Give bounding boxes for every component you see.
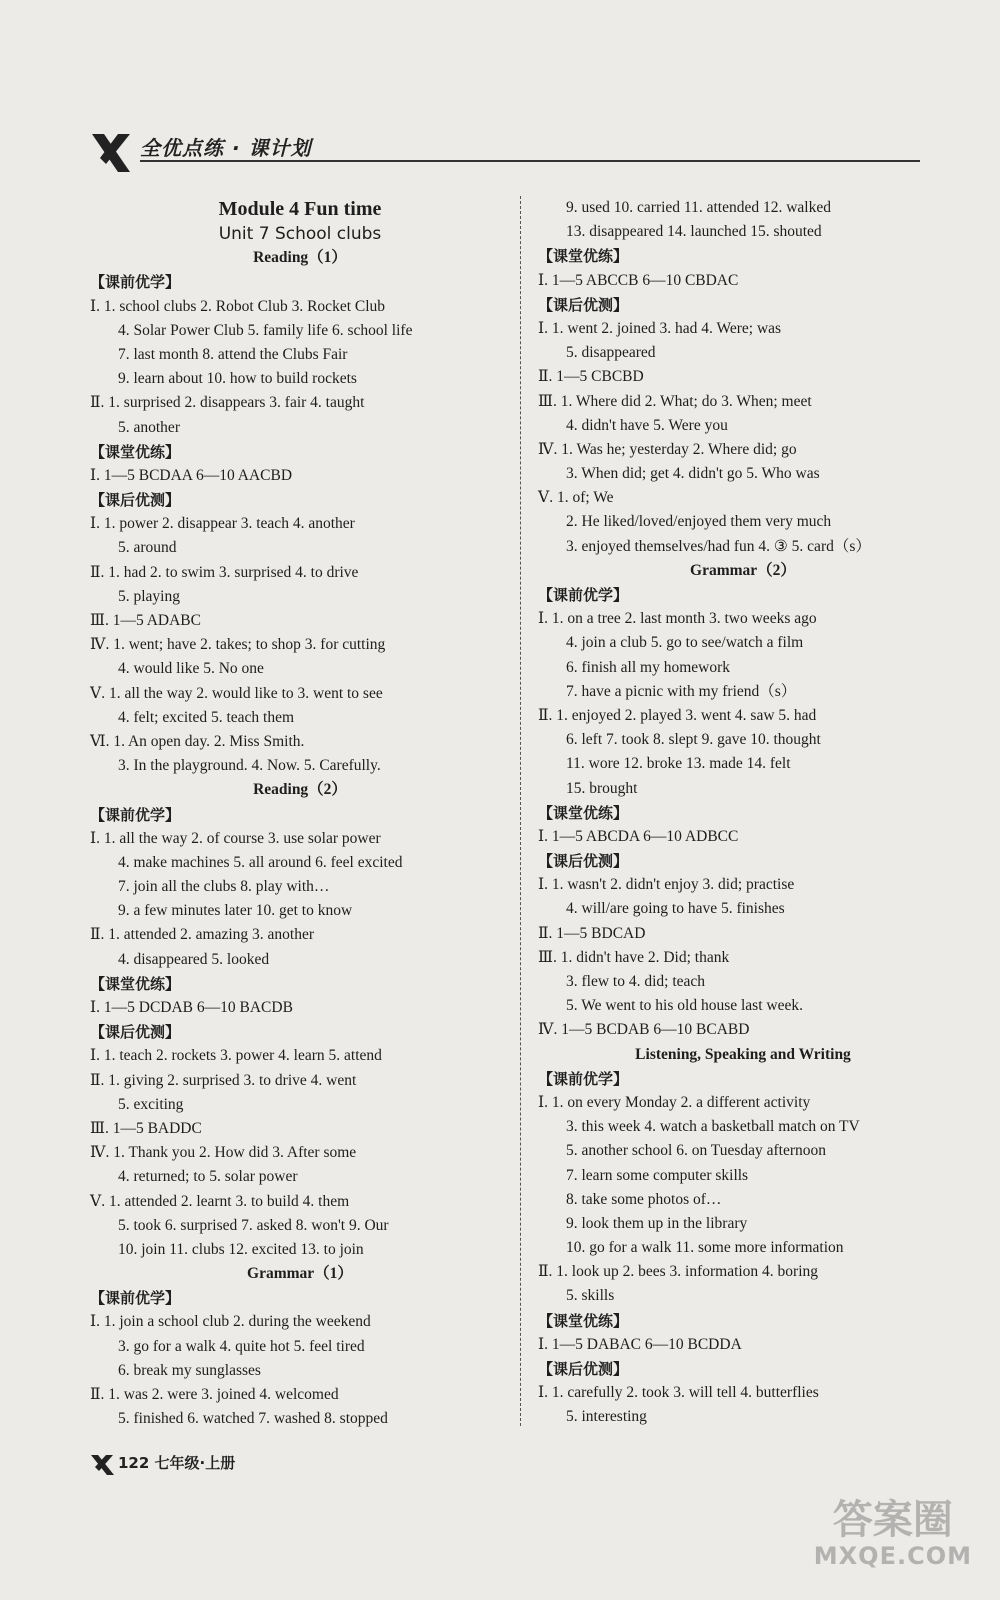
right-column <box>538 196 948 1430</box>
answer-continuation: 4. Solar Power Club 5. family life 6. school life <box>118 321 413 339</box>
answer-continuation: 6. finish all my homework <box>566 658 731 676</box>
section-heading: 【课前优学】 <box>90 1289 181 1308</box>
answer-item: Ⅱ. 1—5 BDCAD <box>538 924 646 942</box>
answer-continuation: 3. go for a walk 4. quite hot 5. feel tired <box>118 1337 365 1355</box>
answer-item: Ⅰ. 1. wasn't 2. didn't enjoy 3. did; practise <box>538 876 795 894</box>
answer-continuation: 5. skills <box>566 1287 615 1305</box>
answer-continuation: 4. felt; excited 5. teach them <box>118 708 295 726</box>
watermark-url: MXQE.COM <box>813 1542 972 1570</box>
answer-continuation: 4. make machines 5. all around 6. feel excited <box>118 853 403 871</box>
answer-item: Ⅰ. 1. on a tree 2. last month 3. two weeks ago <box>538 610 817 628</box>
page-number: 122 <box>118 1454 150 1472</box>
section-heading: 【课前优学】 <box>90 273 181 292</box>
section-heading: 【课前优学】 <box>538 586 629 604</box>
answer-item: Ⅱ. 1. giving 2. surprised 3. to drive 4. went <box>90 1071 357 1089</box>
lesson-title: Grammar（2） <box>690 561 796 579</box>
grade-label: 七年级·上册 <box>154 1454 236 1472</box>
answer-continuation: 5. another <box>118 418 180 436</box>
answer-item: Ⅰ. 1. on every Monday 2. a different activity <box>538 1093 811 1111</box>
answer-continuation: 4. will/are going to have 5. finishes <box>566 900 785 918</box>
answer-item: Ⅰ. 1—5 ABCCB 6—10 CBDAC <box>538 271 739 289</box>
section-heading: 【课前优学】 <box>90 805 181 824</box>
answer-continuation: 5. interesting <box>566 1408 647 1426</box>
answer-continuation: 10. go for a walk 11. some more information <box>566 1239 844 1257</box>
answer-continuation: 8. take some photos of… <box>566 1190 722 1208</box>
lesson-title: Reading（2） <box>253 781 347 799</box>
section-heading: 【课前优学】 <box>538 1069 629 1088</box>
answer-continuation: 4. didn't have 5. Were you <box>566 416 728 434</box>
answer-item: Ⅰ. 1—5 DCDAB 6—10 BACDB <box>90 999 293 1016</box>
answer-continuation: 9. look them up in the library <box>566 1214 748 1232</box>
answer-item: Ⅱ. 1. attended 2. amazing 3. another <box>90 926 315 944</box>
answer-continuation: 5. took 6. surprised 7. asked 8. won't 9. Our <box>118 1216 389 1234</box>
answer-continuation: 7. join all the clubs 8. play with… <box>118 878 330 896</box>
answer-item: Ⅴ. 1. all the way 2. would like to 3. went to see <box>90 684 383 702</box>
answer-item: Ⅲ. 1—5 BADDC <box>90 1119 202 1137</box>
answer-continuation: 13. disappeared 14. launched 15. shouted <box>566 223 822 241</box>
answer-item: Ⅱ. 1. enjoyed 2. played 3. went 4. saw 5. had <box>538 706 817 724</box>
answer-item: Ⅰ. 1. join a school club 2. during the weekend <box>90 1313 371 1331</box>
answer-item: Ⅳ. 1. went; have 2. takes; to shop 3. for cutting <box>90 636 386 654</box>
answer-item: Ⅱ. 1. look up 2. bees 3. information 4. boring <box>538 1263 819 1281</box>
module-title: Module 4 Fun time <box>218 198 382 220</box>
answer-item: Ⅰ. 1—5 BCDAA 6—10 AACBD <box>90 466 293 484</box>
section-heading: 【课后优测】 <box>538 852 629 871</box>
answer-continuation: 5. around <box>118 539 177 557</box>
answer-item: Ⅰ. 1—5 DABAC 6—10 BCDDA <box>538 1335 742 1353</box>
answer-item: Ⅱ. 1. was 2. were 3. joined 4. welcomed <box>90 1386 339 1403</box>
section-heading: 【课后优测】 <box>90 1023 181 1042</box>
answer-continuation: 3. When did; get 4. didn't go 5. Who was <box>566 465 820 483</box>
answer-continuation: 3. this week 4. watch a basketball match on TV <box>566 1118 860 1136</box>
answer-item: Ⅵ. 1. An open day. 2. Miss Smith. <box>90 732 305 750</box>
answer-continuation: 7. learn some computer skills <box>566 1166 749 1184</box>
answer-continuation: 3. flew to 4. did; teach <box>566 973 706 990</box>
unit-title: Unit 7 School clubs <box>218 224 382 244</box>
header-rule <box>140 160 920 162</box>
left-column <box>90 196 510 1431</box>
answer-item: Ⅴ. 1. attended 2. learnt 3. to build 4. them <box>90 1192 350 1210</box>
answer-item: Ⅰ. 1. power 2. disappear 3. teach 4. another <box>90 515 355 533</box>
answer-item: Ⅱ. 1. had 2. to swim 3. surprised 4. to drive <box>90 563 359 581</box>
answer-continuation: 2. He liked/loved/enjoyed them very much <box>566 513 832 531</box>
answer-continuation: 3. enjoyed themselves/had fun 4. ③ 5. card（s） <box>566 537 871 555</box>
answer-continuation: 9. a few minutes later 10. get to know <box>118 902 353 920</box>
answer-continuation: 5. finished 6. watched 7. washed 8. stopped <box>118 1410 388 1428</box>
answer-item: Ⅱ. 1—5 CBCBD <box>538 368 644 386</box>
answer-continuation: 5. playing <box>118 587 180 605</box>
answer-continuation: 6. left 7. took 8. slept 9. gave 10. thought <box>566 731 821 749</box>
answer-continuation: 9. used 10. carried 11. attended 12. walked <box>566 199 831 216</box>
section-heading: 【课堂优练】 <box>538 247 629 266</box>
answer-continuation: 4. would like 5. No one <box>118 660 264 678</box>
section-heading: 【课后优测】 <box>538 1360 629 1378</box>
answer-continuation: 4. join a club 5. go to see/watch a film <box>566 634 804 652</box>
section-heading: 【课堂优练】 <box>90 442 181 461</box>
answer-continuation: 11. wore 12. broke 13. made 14. felt <box>566 755 791 773</box>
header-title: 全优点练 · 课计划 <box>140 136 312 160</box>
lesson-title: Grammar（1） <box>247 1265 353 1283</box>
answer-item: Ⅰ. 1—5 ABCDA 6—10 ADBCC <box>538 827 739 845</box>
answer-item: Ⅳ. 1—5 BCDAB 6—10 BCABD <box>538 1021 750 1039</box>
answer-continuation: 5. disappeared <box>566 344 656 362</box>
lesson-title: Reading（1） <box>253 249 347 267</box>
answer-continuation: 10. join 11. clubs 12. excited 13. to join <box>118 1240 364 1258</box>
answer-item: Ⅲ. 1. Where did 2. What; do 3. When; meet <box>538 392 812 410</box>
brand-logo-icon <box>90 128 136 180</box>
answer-continuation: 7. last month 8. attend the Clubs Fair <box>118 345 348 363</box>
answer-continuation: 7. have a picnic with my friend（s） <box>566 682 797 700</box>
answer-continuation: 4. returned; to 5. solar power <box>118 1168 298 1186</box>
answer-continuation: 4. disappeared 5. looked <box>118 950 270 968</box>
answer-continuation: 5. another school 6. on Tuesday afternoon <box>566 1142 827 1160</box>
answer-item: Ⅲ. 1—5 ADABC <box>90 612 201 629</box>
answer-continuation: 5. We went to his old house last week. <box>566 997 803 1015</box>
answer-continuation: 6. break my sunglasses <box>118 1361 261 1379</box>
answer-continuation: 5. exciting <box>118 1095 184 1113</box>
section-heading: 【课堂优练】 <box>538 803 629 822</box>
footer-page-info <box>118 1452 235 1473</box>
footer-logo-icon <box>90 1452 116 1478</box>
answer-item: Ⅰ. 1. all the way 2. of course 3. use solar power <box>90 829 381 847</box>
lesson-title: Listening, Speaking and Writing <box>635 1045 851 1063</box>
watermark <box>814 1498 972 1570</box>
answer-item: Ⅴ. 1. of; We <box>538 489 614 507</box>
answer-item: Ⅰ. 1. carefully 2. took 3. will tell 4. butterflies <box>538 1384 819 1402</box>
section-heading: 【课堂优练】 <box>538 1311 629 1330</box>
answer-continuation: 15. brought <box>566 779 638 797</box>
section-heading: 【课后优测】 <box>538 295 629 314</box>
answer-item: Ⅱ. 1. surprised 2. disappears 3. fair 4. taught <box>90 394 365 412</box>
answer-item: Ⅰ. 1. school clubs 2. Robot Club 3. Rocket Club <box>90 297 386 315</box>
answer-item: Ⅳ. 1. Was he; yesterday 2. Where did; go <box>538 440 797 458</box>
answer-continuation: 3. In the playground. 4. Now. 5. Carefully. <box>118 757 381 775</box>
watermark-logo-text: 答案圈 <box>832 1497 953 1543</box>
section-heading: 【课堂优练】 <box>90 974 181 993</box>
answer-item: Ⅰ. 1. went 2. joined 3. had 4. Were; was <box>538 319 782 337</box>
column-divider <box>520 196 521 1426</box>
section-heading: 【课后优测】 <box>90 491 181 510</box>
answer-continuation: 9. learn about 10. how to build rockets <box>118 370 357 388</box>
answer-item: Ⅲ. 1. didn't have 2. Did; thank <box>538 948 730 966</box>
answer-item: Ⅳ. 1. Thank you 2. How did 3. After some <box>90 1144 357 1162</box>
answer-item: Ⅰ. 1. teach 2. rockets 3. power 4. learn 5. attend <box>90 1047 382 1065</box>
